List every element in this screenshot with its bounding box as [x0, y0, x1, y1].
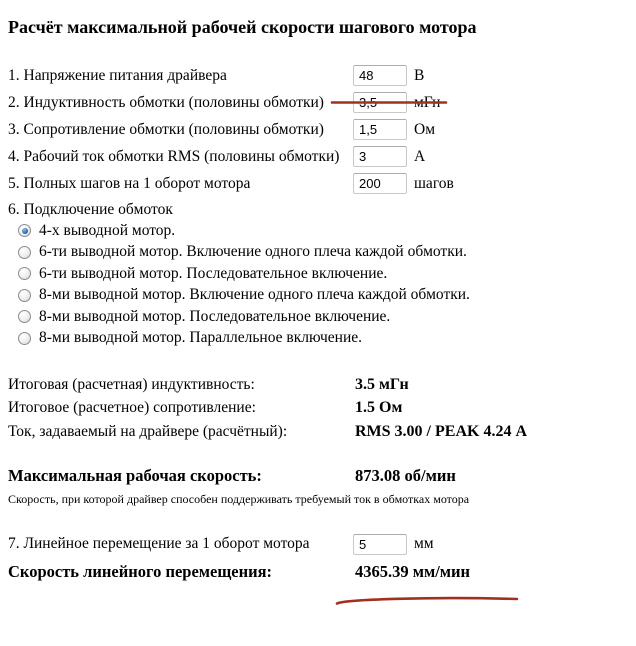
inductance-unit: мГн — [414, 93, 441, 111]
result-current-label: Ток, задаваемый на драйвере (расчётный): — [8, 422, 288, 440]
form-row-resistance — [8, 116, 628, 143]
inductance-input[interactable] — [353, 92, 407, 113]
form-row-current — [8, 143, 628, 170]
voltage-label: 1. Напряжение питания драйвера — [8, 66, 227, 84]
calculator-page — [0, 16, 636, 584]
steps-input[interactable] — [353, 173, 407, 194]
form-row-inductance — [8, 89, 628, 116]
result-inductance-value: 3.5 мГн — [355, 375, 409, 393]
current-label: 4. Рабочий ток обмотки RMS (половины обмотки) — [8, 147, 340, 165]
resistance-label: 3. Сопротивление обмотки (половины обмотки) — [8, 120, 324, 138]
result-row-current — [8, 420, 628, 444]
result-inductance-label: Итоговая (расчетная) индуктивность: — [8, 375, 255, 393]
radio-button-icon[interactable] — [18, 310, 31, 323]
radio-button-icon[interactable] — [18, 289, 31, 302]
linear-travel-label: 7. Линейное перемещение за 1 оборот мотора — [8, 535, 310, 552]
current-unit: А — [414, 147, 426, 165]
voltage-input[interactable] — [353, 65, 407, 86]
form-row-voltage — [8, 62, 628, 89]
linear-travel-unit: мм — [414, 535, 434, 552]
linear-travel-input[interactable] — [353, 534, 407, 555]
radio-option-label: 8-ми выводной мотор. Включение одного плеча каждой обмотки. — [39, 286, 470, 304]
linear-speed-value: 4365.39 мм/мин — [355, 561, 471, 581]
radio-option-label: 6-ти выводной мотор. Включение одного плеча каждой обмотки. — [39, 243, 467, 261]
result-current-value: RMS 3.00 / PEAK 4.24 А — [355, 422, 527, 440]
winding-connection-section — [8, 199, 628, 349]
result-resistance-label: Итоговое (расчетное) сопротивление: — [8, 399, 256, 417]
radio-option-8wire-half[interactable] — [8, 285, 628, 307]
linear-speed-label: Скорость линейного перемещения: — [8, 561, 273, 581]
steps-label: 5. Полных шагов на 1 оборот мотора — [8, 174, 251, 192]
max-speed-label: Максимальная рабочая скорость: — [8, 465, 262, 485]
voltage-unit: В — [414, 66, 425, 84]
radio-option-label: 4-х выводной мотор. — [39, 221, 176, 239]
radio-option-8wire-series[interactable] — [8, 306, 628, 328]
radio-option-label: 8-ми выводной мотор. Параллельное включение. — [39, 329, 362, 347]
inductance-label: 2. Индуктивность обмотки (половины обмотки) — [8, 93, 324, 111]
resistance-input[interactable] — [353, 119, 407, 140]
page-title: Расчёт максимальной рабочей скорости шагового мотора — [8, 17, 477, 37]
underline-linear-speed-icon — [337, 598, 517, 603]
max-speed-section — [8, 466, 628, 507]
result-row-inductance — [8, 373, 628, 397]
radio-option-4wire[interactable] — [8, 220, 628, 242]
calculated-results — [8, 373, 628, 444]
linear-motion-section — [8, 531, 628, 584]
current-input[interactable] — [353, 146, 407, 167]
radio-option-label: 6-ти выводной мотор. Последовательное включение. — [39, 264, 388, 282]
radio-option-label: 8-ми выводной мотор. Последовательное включение. — [39, 307, 391, 325]
steps-unit: шагов — [414, 174, 454, 192]
winding-connection-heading: 6. Подключение обмоток — [8, 201, 173, 218]
radio-button-icon[interactable] — [18, 267, 31, 280]
radio-button-icon[interactable] — [18, 224, 31, 237]
radio-button-icon[interactable] — [18, 246, 31, 259]
form-row-steps — [8, 170, 628, 197]
form-row-linear-travel — [8, 531, 628, 558]
result-resistance-value: 1.5 Ом — [355, 399, 403, 417]
max-speed-value: 873.08 об/мин — [355, 465, 456, 485]
radio-option-6wire-series[interactable] — [8, 263, 628, 285]
linear-speed-row — [8, 562, 628, 584]
resistance-unit: Ом — [414, 120, 436, 138]
max-speed-note: Скорость, при которой драйвер способен поддерживать требуемый ток в обмотках мотора — [8, 491, 470, 506]
max-speed-row — [8, 466, 628, 486]
radio-option-8wire-parallel[interactable] — [8, 328, 628, 350]
radio-button-icon[interactable] — [18, 332, 31, 345]
input-form — [8, 62, 628, 197]
radio-option-6wire-half[interactable] — [8, 242, 628, 264]
result-row-resistance — [8, 397, 628, 421]
